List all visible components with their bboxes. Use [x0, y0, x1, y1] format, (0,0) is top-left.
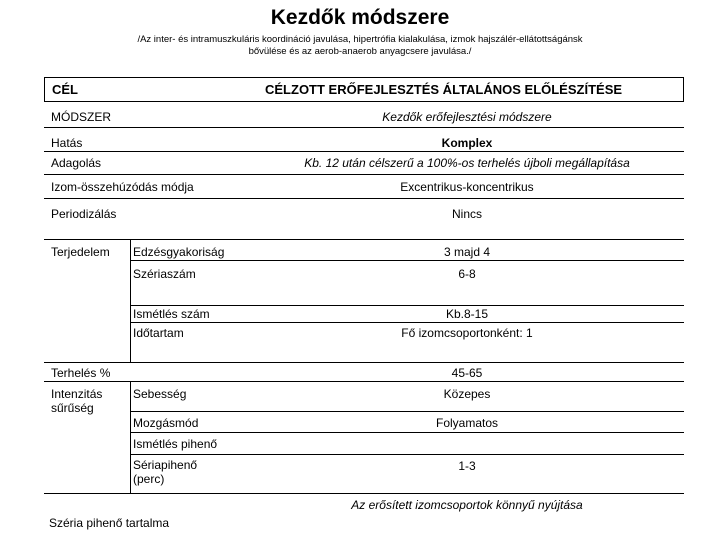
table-row-adagolas — [44, 152, 684, 175]
adagolas-label: Adagolás — [51, 156, 102, 170]
table-row-szeriapiheno — [130, 455, 684, 493]
table-row-szeriaszam — [130, 261, 684, 306]
table-row-periodizalas — [44, 199, 684, 240]
page-title: Kezdők módszere — [270, 6, 450, 29]
szeria-piheno-tartalma-value: Az erősített izomcsoportok könnyű nyújtása — [351, 498, 583, 512]
periodizalas-value: Nincs — [451, 207, 482, 221]
method-table — [44, 77, 684, 537]
table-row-terheles — [44, 362, 684, 382]
table-header-row — [44, 77, 684, 102]
szeriaszam-value: 6-8 — [458, 267, 476, 281]
table-row-idotartam — [130, 323, 684, 362]
cel-label: CÉL — [52, 82, 78, 97]
table-row-izom — [44, 175, 684, 199]
mozgasmod-label: Mozgásmód — [133, 416, 199, 430]
izom-label: Izom-összehúzódás módja — [51, 180, 194, 194]
ismetles-piheno-label: Ismétlés pihenő — [133, 437, 218, 451]
mozgasmod-value: Folyamatos — [435, 416, 499, 430]
periodizalas-label: Periodizálás — [51, 207, 117, 221]
table-row-ismetles-piheno — [130, 433, 684, 455]
table-row-ismetles-szam — [130, 306, 684, 323]
cel-value: CÉLZOTT ERŐFEJLESZTÉS ÁLTALÁNOS ELŐLÉSZÍTÉSE — [265, 82, 623, 97]
sebesseg-label: Sebesség — [133, 387, 187, 401]
terheles-value: 45-65 — [451, 366, 483, 380]
terheles-label: Terhelés % — [51, 366, 111, 380]
hatas-label: Hatás — [51, 136, 83, 150]
szeria-piheno-tartalma-label: Széria pihenő tartalma — [49, 516, 170, 530]
hatas-value: Komplex — [441, 136, 493, 150]
idotartam-label: Időtartam — [133, 326, 184, 340]
page-subtitle: /Az inter- és intramuszkuláris koordináció javulása, hipertrófia kialakulása, izmok hajszálér-ellátottságánsk bővülése és az aerob-anaerob anyagcsere javulása./ — [137, 34, 583, 57]
idotartam-value: Fő izomcsoportonként: 1 — [401, 326, 533, 340]
szeriapiheno-value: 1-3 — [458, 459, 476, 473]
izom-value: Excentrikus-koncentrikus — [400, 180, 534, 194]
intenzitas-label: Intenzitás sűrűség — [51, 387, 103, 415]
column-divider-left — [130, 240, 131, 362]
terjedelem-label: Terjedelem — [51, 245, 110, 259]
table-row-hatas — [44, 128, 684, 152]
table-row-szeria-piheno-tartalma — [44, 493, 684, 537]
modszer-value: Kezdők erőfejlesztési módszere — [382, 110, 552, 124]
szeriaszam-label: Szériaszám — [133, 267, 196, 281]
adagolas-value: Kb. 12 után célszerű a 100%-os terhelés újboli megállapítása — [304, 156, 630, 170]
column-divider-left-lower — [130, 382, 131, 493]
szeriapiheno-label: Sériapihenő (perc) — [133, 458, 198, 486]
table-row-modszer — [44, 102, 684, 128]
table-row-mozgasmod — [130, 412, 684, 433]
edzesgyakorisag-label: Edzésgyakoriság — [133, 245, 225, 259]
modszer-label: MÓDSZER — [51, 110, 111, 124]
table-row-sebesseg — [130, 382, 684, 412]
sebesseg-value: Közepes — [443, 387, 491, 401]
ismetles-szam-value: Kb.8-15 — [445, 307, 489, 321]
table-row-edzesgyakorisag — [130, 240, 684, 261]
ismetles-szam-label: Ismétlés szám — [133, 307, 210, 321]
edzesgyakorisag-value: 3 majd 4 — [443, 245, 491, 259]
